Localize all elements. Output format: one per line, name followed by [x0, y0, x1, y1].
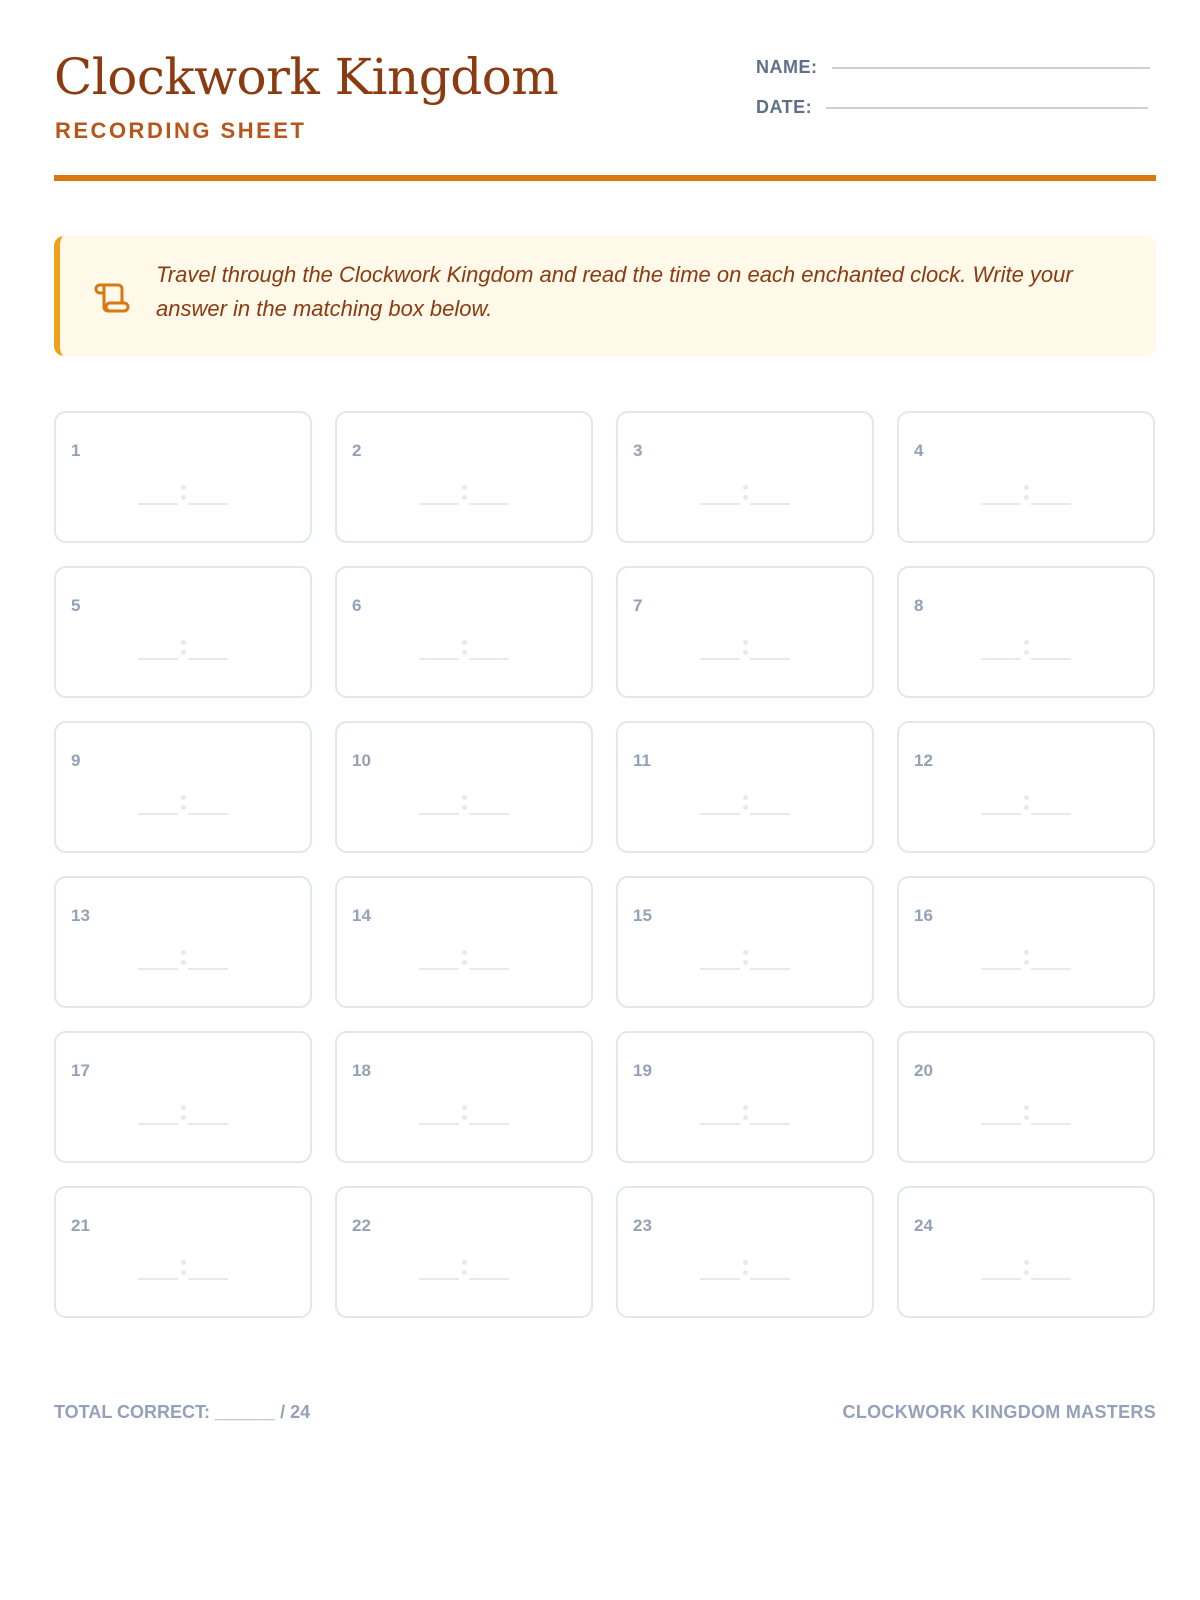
colon-dot — [1024, 1105, 1029, 1110]
time-answer-blank[interactable] — [700, 1256, 790, 1280]
colon-dot — [1024, 1260, 1029, 1265]
colon-dot — [1024, 495, 1029, 500]
page-subtitle: RECORDING SHEET — [55, 118, 307, 143]
colon-dot — [743, 495, 748, 500]
answer-box[interactable] — [616, 876, 874, 1008]
time-answer-blank[interactable] — [419, 1256, 509, 1280]
hour-blank — [138, 1123, 178, 1125]
date-line[interactable] — [826, 107, 1148, 109]
colon-dot — [181, 1115, 186, 1120]
answer-box[interactable] — [897, 411, 1155, 543]
colon-dot — [743, 795, 748, 800]
colon-dot — [462, 640, 467, 645]
colon-dot — [462, 805, 467, 810]
answer-box[interactable] — [897, 1031, 1155, 1163]
minute-blank — [1031, 1123, 1071, 1125]
colon-dot — [181, 650, 186, 655]
time-answer-blank[interactable] — [981, 636, 1071, 660]
minute-blank — [1031, 503, 1071, 505]
total-correct: TOTAL CORRECT: ______ / 24 — [54, 1402, 311, 1422]
colon-dot — [1024, 640, 1029, 645]
minute-blank — [188, 503, 228, 505]
minute-blank — [188, 968, 228, 970]
answer-box-number: 5 — [71, 596, 81, 615]
colon-dot — [743, 805, 748, 810]
hour-blank — [981, 503, 1021, 505]
minute-blank — [469, 658, 509, 660]
minute-blank — [188, 1278, 228, 1280]
colon-dot — [1024, 1270, 1029, 1275]
colon-dot — [743, 1115, 748, 1120]
header-divider — [54, 175, 1156, 181]
colon-dot — [462, 1105, 467, 1110]
colon-dot — [181, 1270, 186, 1275]
minute-blank — [188, 813, 228, 815]
answer-box-number: 17 — [71, 1061, 90, 1080]
time-answer-blank[interactable] — [138, 1101, 228, 1125]
time-answer-blank[interactable] — [700, 946, 790, 970]
hour-blank — [981, 968, 1021, 970]
answer-box-number: 1 — [71, 441, 81, 460]
time-answer-blank[interactable] — [419, 636, 509, 660]
hour-blank — [419, 968, 459, 970]
page-title: Clockwork Kingdom — [54, 48, 559, 106]
colon-dot — [743, 1260, 748, 1265]
time-answer-blank[interactable] — [981, 946, 1071, 970]
colon-dot — [462, 1270, 467, 1275]
minute-blank — [1031, 813, 1071, 815]
time-answer-blank[interactable] — [700, 636, 790, 660]
answer-box-number: 13 — [71, 906, 90, 925]
name-label: NAME: — [756, 57, 818, 77]
colon-dot — [462, 960, 467, 965]
answer-box-number: 11 — [633, 751, 651, 770]
colon-dot — [1024, 485, 1029, 490]
colon-dot — [462, 1115, 467, 1120]
colon-dot — [743, 650, 748, 655]
colon-dot — [181, 495, 186, 500]
time-answer-blank[interactable] — [700, 791, 790, 815]
time-answer-blank[interactable] — [981, 1101, 1071, 1125]
hour-blank — [138, 503, 178, 505]
minute-blank — [1031, 968, 1071, 970]
answer-box[interactable] — [54, 1186, 312, 1318]
time-answer-blank[interactable] — [700, 1101, 790, 1125]
hour-blank — [700, 968, 740, 970]
time-answer-blank[interactable] — [419, 946, 509, 970]
minute-blank — [750, 968, 790, 970]
hour-blank — [981, 1278, 1021, 1280]
minute-blank — [750, 813, 790, 815]
hour-blank — [419, 1123, 459, 1125]
minute-blank — [469, 968, 509, 970]
answer-box[interactable] — [54, 876, 312, 1008]
answer-box-number: 12 — [914, 751, 933, 770]
answer-box-number: 3 — [633, 441, 643, 460]
instructions-callout — [54, 236, 1156, 356]
answer-box[interactable] — [897, 566, 1155, 698]
scroll-icon — [90, 277, 130, 317]
minute-blank — [469, 1278, 509, 1280]
hour-blank — [700, 658, 740, 660]
answer-box-number: 20 — [914, 1061, 933, 1080]
answer-box-number: 19 — [633, 1061, 652, 1080]
time-answer-blank[interactable] — [700, 481, 790, 505]
hour-blank — [419, 658, 459, 660]
colon-dot — [743, 950, 748, 955]
answer-box[interactable] — [335, 411, 593, 543]
answer-box[interactable] — [616, 566, 874, 698]
hour-blank — [700, 813, 740, 815]
answer-box-number: 21 — [71, 1216, 90, 1235]
minute-blank — [188, 658, 228, 660]
time-answer-blank[interactable] — [419, 791, 509, 815]
time-answer-blank[interactable] — [138, 636, 228, 660]
answer-box-number: 8 — [914, 596, 924, 615]
colon-dot — [181, 640, 186, 645]
colon-dot — [181, 960, 186, 965]
colon-dot — [462, 485, 467, 490]
answer-box[interactable] — [335, 1186, 593, 1318]
brand-label: CLOCKWORK KINGDOM MASTERS — [842, 1402, 1156, 1422]
minute-blank — [1031, 1278, 1071, 1280]
colon-dot — [743, 640, 748, 645]
colon-dot — [1024, 650, 1029, 655]
minute-blank — [1031, 658, 1071, 660]
hour-blank — [981, 813, 1021, 815]
answer-box[interactable] — [335, 721, 593, 853]
hour-blank — [981, 1123, 1021, 1125]
time-answer-blank[interactable] — [138, 946, 228, 970]
answer-box[interactable] — [335, 876, 593, 1008]
hour-blank — [138, 658, 178, 660]
colon-dot — [181, 795, 186, 800]
answer-box-number: 14 — [352, 906, 371, 925]
colon-dot — [1024, 960, 1029, 965]
colon-dot — [181, 1105, 186, 1110]
minute-blank — [469, 1123, 509, 1125]
answer-box-number: 15 — [633, 906, 652, 925]
time-answer-blank[interactable] — [981, 1256, 1071, 1280]
answer-box-number: 16 — [914, 906, 933, 925]
colon-dot — [181, 950, 186, 955]
answer-box[interactable] — [616, 1186, 874, 1318]
colon-dot — [743, 960, 748, 965]
time-answer-blank[interactable] — [138, 481, 228, 505]
colon-dot — [462, 1260, 467, 1265]
colon-dot — [181, 1260, 186, 1265]
answer-box-number: 6 — [352, 596, 362, 615]
time-answer-blank[interactable] — [981, 481, 1071, 505]
colon-dot — [462, 495, 467, 500]
hour-blank — [700, 1278, 740, 1280]
hour-blank — [700, 503, 740, 505]
time-answer-blank[interactable] — [419, 481, 509, 505]
colon-dot — [1024, 950, 1029, 955]
colon-dot — [462, 795, 467, 800]
answer-box[interactable] — [616, 1031, 874, 1163]
time-answer-blank[interactable] — [981, 791, 1071, 815]
instructions-text: Travel through the Clockwork Kingdom and read the time on each enchanted clock. Write your answer in the matching box below. — [156, 262, 1073, 321]
answer-box[interactable] — [54, 411, 312, 543]
time-answer-blank[interactable] — [138, 791, 228, 815]
answer-box[interactable] — [897, 876, 1155, 1008]
colon-dot — [743, 1270, 748, 1275]
colon-dot — [1024, 795, 1029, 800]
minute-blank — [469, 813, 509, 815]
answer-box[interactable] — [335, 1031, 593, 1163]
hour-blank — [138, 1278, 178, 1280]
hour-blank — [419, 1278, 459, 1280]
answer-box[interactable] — [897, 721, 1155, 853]
hour-blank — [419, 813, 459, 815]
answer-box-number: 23 — [633, 1216, 652, 1235]
colon-dot — [181, 805, 186, 810]
answer-box-number: 7 — [633, 596, 643, 615]
minute-blank — [750, 658, 790, 660]
answer-box-number: 10 — [352, 751, 371, 770]
hour-blank — [138, 813, 178, 815]
answer-box-number: 2 — [352, 441, 362, 460]
answer-box[interactable] — [54, 566, 312, 698]
time-answer-blank[interactable] — [419, 1101, 509, 1125]
name-field[interactable] — [756, 57, 1150, 78]
date-field[interactable] — [756, 97, 1148, 118]
answer-box[interactable] — [897, 1186, 1155, 1318]
colon-dot — [743, 485, 748, 490]
name-line[interactable] — [832, 67, 1150, 69]
answer-box-number: 24 — [914, 1216, 933, 1235]
time-answer-blank[interactable] — [138, 1256, 228, 1280]
colon-dot — [181, 485, 186, 490]
minute-blank — [750, 1123, 790, 1125]
minute-blank — [750, 503, 790, 505]
date-label: DATE: — [756, 97, 813, 117]
answer-box[interactable] — [616, 411, 874, 543]
hour-blank — [981, 658, 1021, 660]
colon-dot — [1024, 805, 1029, 810]
answer-box-number: 9 — [71, 751, 81, 770]
hour-blank — [419, 503, 459, 505]
colon-dot — [1024, 1115, 1029, 1120]
minute-blank — [188, 1123, 228, 1125]
answer-box-number: 22 — [352, 1216, 371, 1235]
colon-dot — [462, 950, 467, 955]
colon-dot — [743, 1105, 748, 1110]
answer-box-number: 18 — [352, 1061, 371, 1080]
answer-box[interactable] — [335, 566, 593, 698]
minute-blank — [469, 503, 509, 505]
answer-box[interactable] — [54, 721, 312, 853]
minute-blank — [750, 1278, 790, 1280]
answer-grid — [54, 411, 1156, 1317]
answer-box-number: 4 — [914, 441, 924, 460]
answer-box[interactable] — [616, 721, 874, 853]
colon-dot — [462, 650, 467, 655]
hour-blank — [700, 1123, 740, 1125]
answer-box[interactable] — [54, 1031, 312, 1163]
hour-blank — [138, 968, 178, 970]
